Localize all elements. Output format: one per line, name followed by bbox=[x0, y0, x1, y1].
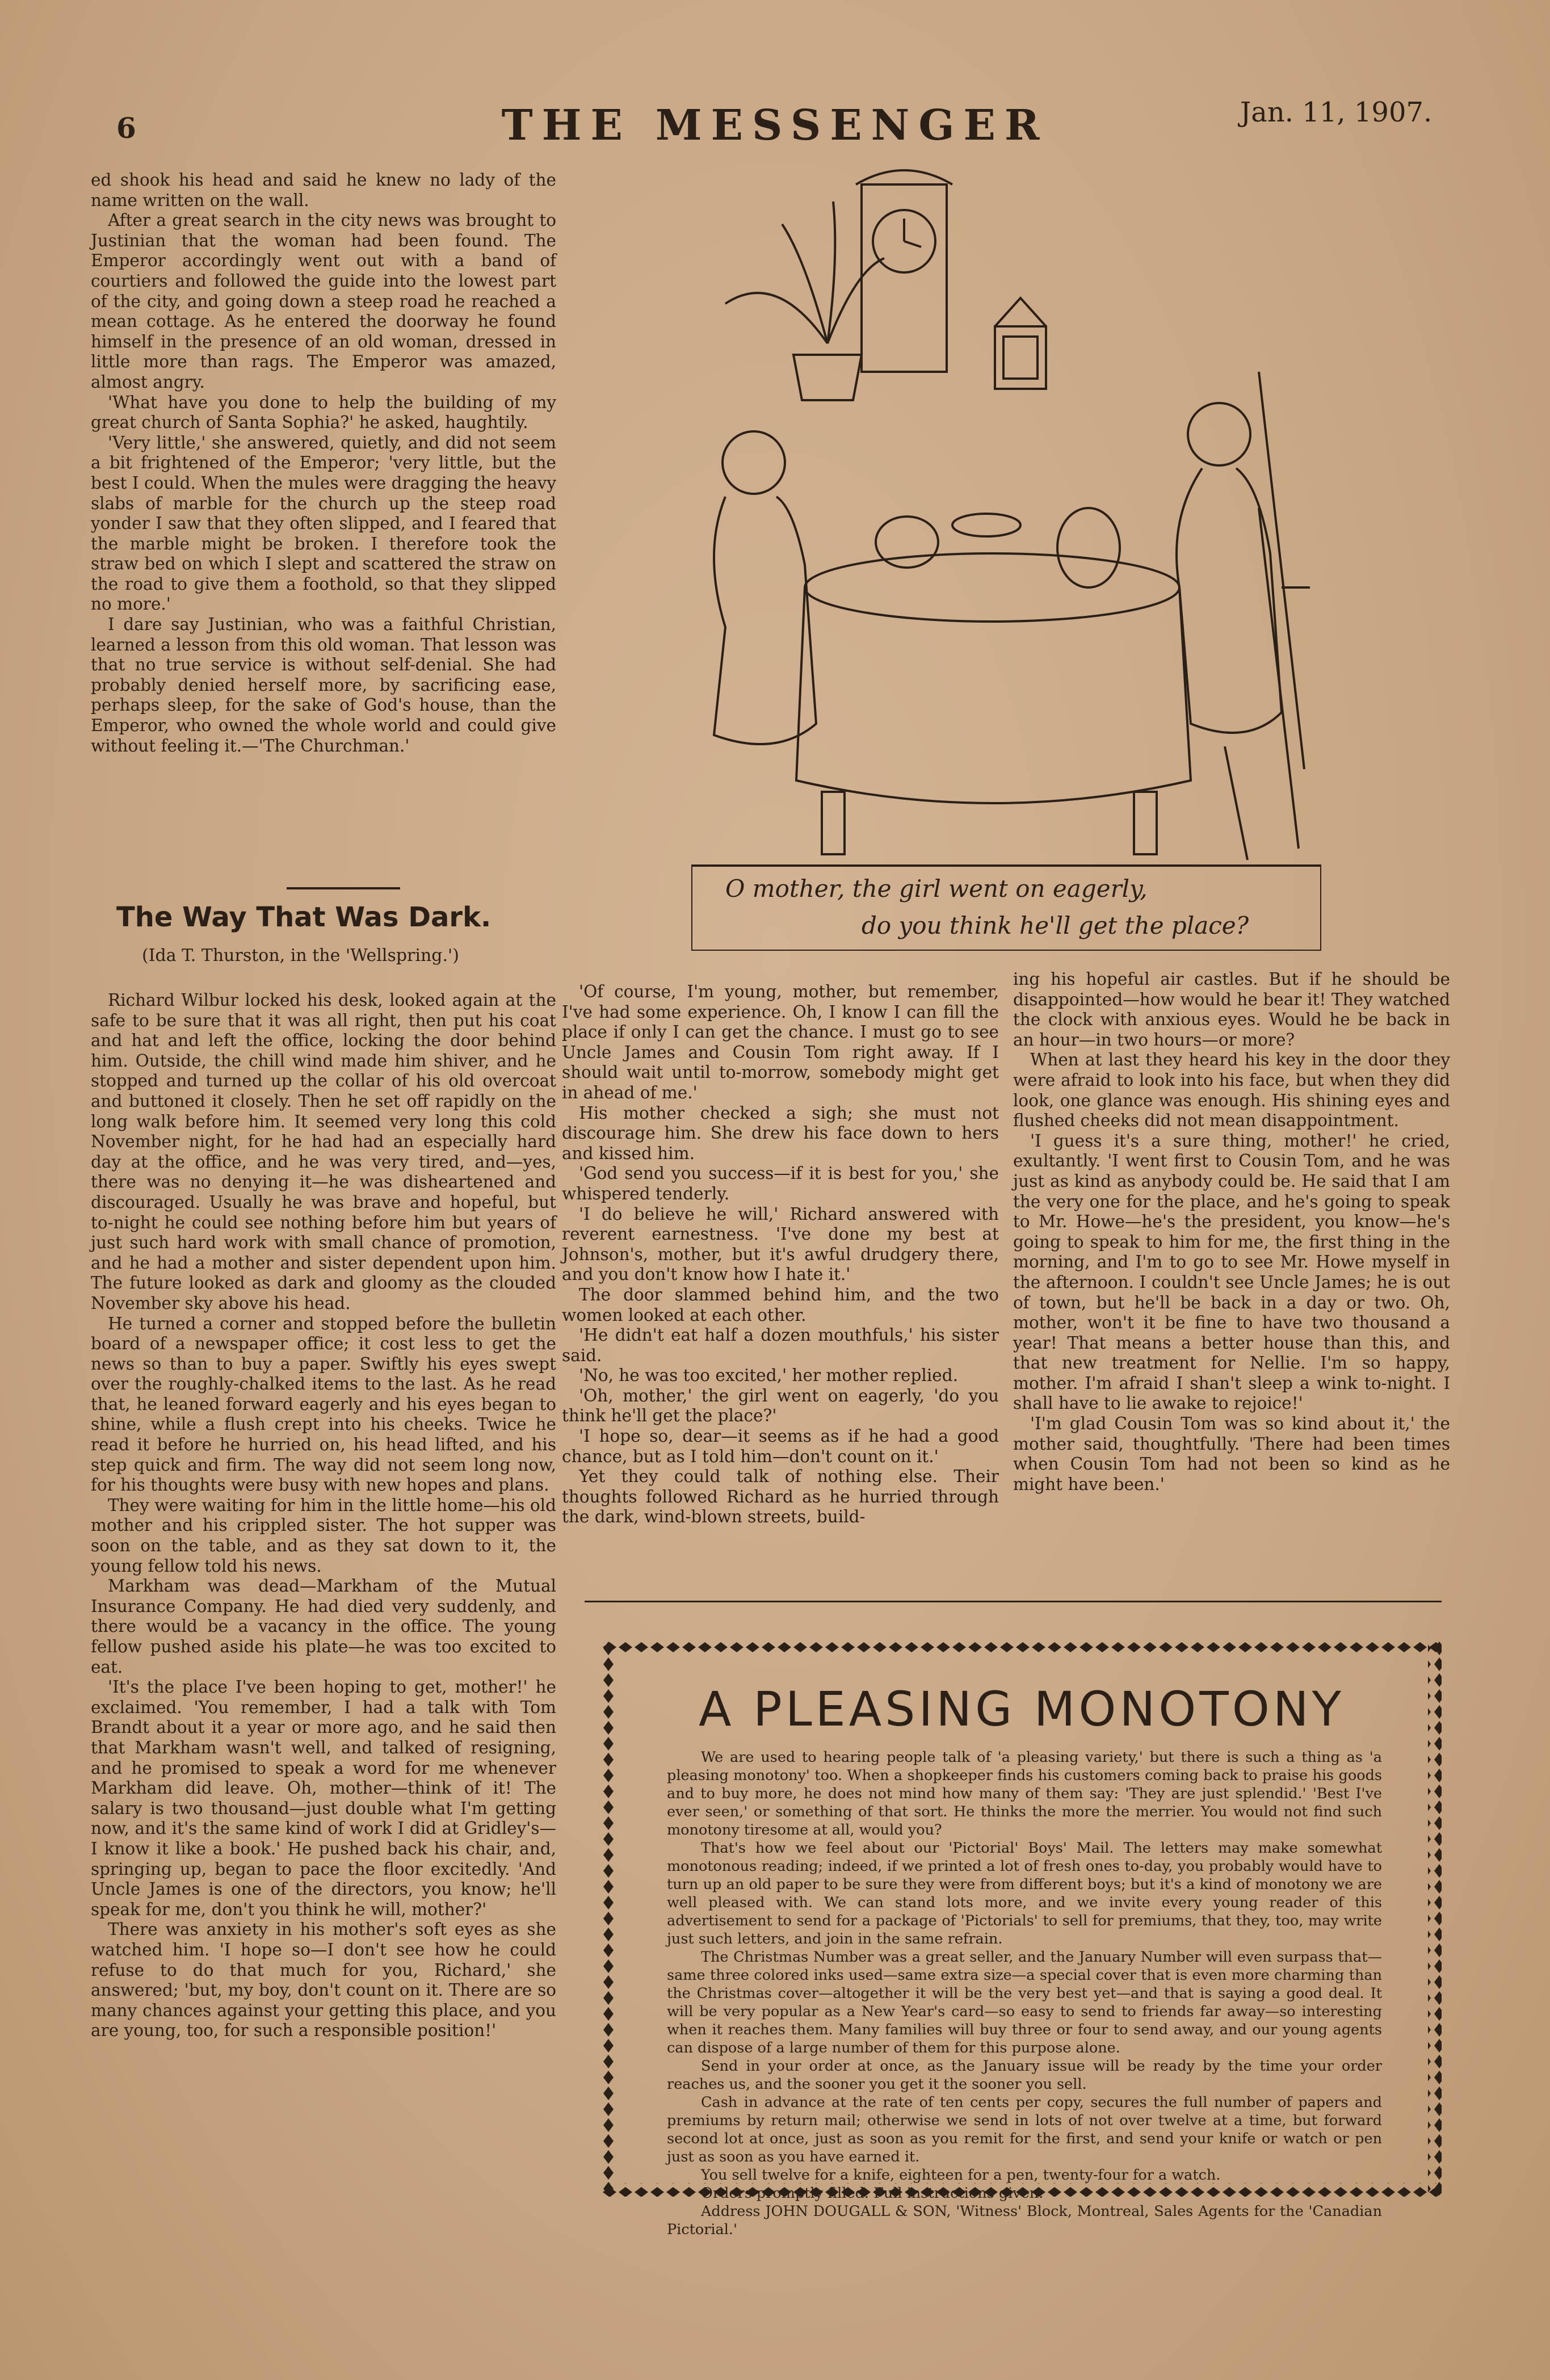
paragraph: He turned a corner and stopped before the bulletin board of a newspaper office; it cost less to get the news so than to buy a paper. Swiftly his eyes swept over the roughly-chalked items to the last. As he read that, he leaned forward eagerly and his eyes began to shine, while a flush crept into his cheeks. Twice he read it before he hurried on, his head lifted, and his step quick and firm. The way did not seem long now, for his thoughts were busy with new hopes and plans. bbox=[91, 1313, 556, 1495]
paragraph: We are used to hearing people talk of 'a pleasing variety,' but there is such a thing as 'a pleasing monotony' too. When a shopkeeper finds his customers coming back to praise his goods and to buy more, he does not mind how many of them say: 'They are just splendid.' 'Best I've ever seen,' or something of that sort. He thinks the more the merrier. You would not find such monotony tiresome at all, would you? bbox=[667, 1749, 1382, 1838]
advertisement-title: A PLEASING MONOTONY bbox=[699, 1681, 1345, 1737]
teapot bbox=[876, 517, 938, 568]
paragraph: 'I hope so, dear—it seems as if he had a good chance, but as I told him—don't count on it.' bbox=[562, 1426, 999, 1466]
advertisement-body bbox=[667, 1748, 1382, 2239]
paragraph: 'I do believe he will,' Richard answered with reverent earnestness. 'I've done my best at Johnson's, mother, but it's awful drudgery there, and you don't know how I hate it.' bbox=[562, 1204, 999, 1285]
paragraph: Cash in advance at the rate of ten cents per copy, secures the full number of papers and premiums by return mail; otherwise we send in lots of not over twelve at a time, but forward second lot at once, just as soon as you remit for the first, and send your knife or watch or pen just as soon as you have earned it. bbox=[667, 2094, 1382, 2165]
illustration-caption-line-1: O mother, the girl went on eagerly, bbox=[725, 875, 1148, 903]
sister-head bbox=[1188, 403, 1250, 465]
paragraph: 'Of course, I'm young, mother, but remember, I've had some experience. Oh, I know I can fill the place if only I can get the chance. I must go to see Uncle James and Cousin Tom right away. If I should wait until to-morrow, somebody might get in ahead of me.' bbox=[562, 982, 999, 1102]
paragraph: 'He didn't eat half a dozen mouthfuls,' his sister said. bbox=[562, 1325, 999, 1365]
paragraph: Orders promptly filled. Full instructions given. bbox=[701, 2185, 1044, 2202]
page-number: 6 bbox=[116, 111, 136, 145]
mother-head bbox=[723, 431, 785, 494]
paragraph: Yet they could talk of nothing else. Their thoughts followed Richard as he hurried through the dark, wind-blown streets, build- bbox=[562, 1467, 999, 1527]
paragraph: They were waiting for him in the little home—his old mother and his crippled sister. The hot supper was soon on the table, and as they sat down to it, the young fellow told his news. bbox=[91, 1495, 556, 1576]
story-byline: (Ida T. Thurston, in the 'Wellspring.') bbox=[142, 946, 459, 966]
story-illustration bbox=[691, 156, 1321, 951]
paragraph: There was anxiety in his mother's soft eyes as she watched him. 'I hope so—I don't see how he could refuse to do that much for you, Richard,' she answered; 'but, my boy, don't count on it. There are so many chances against your getting this place, and you are young, too, for such a responsible position!' bbox=[91, 1920, 556, 2041]
paragraph: Address JOHN DOUGALL & SON, 'Witness' Block, Montreal, Sales Agents for the 'Canadian Pictorial.' bbox=[667, 2203, 1382, 2238]
tablecloth bbox=[796, 587, 1191, 803]
paragraph: 'No, he was too excited,' her mother replied. bbox=[579, 1366, 958, 1386]
paragraph: 'What have you done to help the building of my great church of Santa Sophia?' he asked, haughtily. bbox=[91, 392, 556, 433]
section-divider bbox=[585, 1601, 1442, 1602]
paragraph: When at last they heard his key in the door they were afraid to look into his face, but when they did look, one glance was enough. His shining eyes and flushed cheeks did not mean disappointment. bbox=[1013, 1050, 1450, 1131]
paragraph: 'It's the place I've been hoping to get, mother!' he exclaimed. 'You remember, I had a talk with Tom Brandt about it a year or more ago, and he said then that Markham wasn't well, and talked of resigning, and he promised to speak a word for me whenever Markham did leave. Oh, mother—think of it! The salary is two thousand—just double what I'm getting now, and it's the same kind of work I did at Gridley's—I know it like a book.' He pushed back his chair, and, springing up, began to pace the floor excitedly. 'And Uncle James is one of the directors, you know; he'll speak for me, don't you think he will, mother?' bbox=[91, 1677, 556, 1919]
table-top bbox=[805, 553, 1179, 622]
paragraph: 'I guess it's a sure thing, mother!' he cried, exultantly. 'I went first to Cousin Tom, and he was just as kind as anybody could be. He said that I am the very one for the place, and he's going to speak to Mr. Howe—he's the president, you know—he's going to speak to him for me, the first thing in the morning, and I'm to go to see Mr. Howe myself in the afternoon. I couldn't see Uncle James; he is out of town, but he'll be back in a day or two. Oh, mother, won't it be fine to have two thousand a year! That means a better house than this, and that new treatment for Nellie. I'm so happy, mother. I'm afraid I shan't sleep a wink to-night. I shall have to lie awake to rejoice!' bbox=[1013, 1131, 1450, 1413]
column-1-top-text bbox=[91, 170, 556, 756]
paragraph: 'I'm glad Cousin Tom was so kind about it,' the mother said, thoughtfully. 'There had been times when Cousin Tom had not been so kind as he might have been.' bbox=[1013, 1414, 1450, 1494]
paragraph: After a great search in the city news was brought to Justinian that the woman had been found. The Emperor accordingly went out with a band of courtiers and followed the guide into the lowest part of the city, and going down a steep road he reached a mean cottage. As he entered the doorway he found himself in the presence of an old woman, dressed in little more than rags. The Emperor was amazed, almost angry. bbox=[91, 211, 556, 392]
illustration-caption-line-2: do you think he'll get the place? bbox=[862, 912, 1249, 939]
water-jug bbox=[1057, 508, 1120, 587]
paragraph: 'Oh, mother,' the girl went on eagerly, 'do you think he'll get the place?' bbox=[562, 1386, 999, 1426]
story-headline: The Way That Was Dark. bbox=[116, 901, 492, 933]
sister-figure bbox=[1177, 468, 1282, 733]
paragraph: The Christmas Number was a great seller, and the January Number will even surpass that—same three colored inks used—same extra size—a special cover that is even more charming than the Christmas cover—altogether it will be the very best yet—and that is saying a good deal. It will be very popular as a New Year's card—so easy to send to friends far away—so interesting when it reaches them. Many families will buy three or four to send away, and our young agents can dispose of a large number of them for this purpose alone. bbox=[667, 1949, 1382, 2056]
paragraph: Send in your order at once, as the January issue will be ready by the time your order reaches us, and the sooner you get it the sooner you sell. bbox=[667, 2058, 1382, 2093]
paragraph: His mother checked a sigh; she must not discourage him. She drew his face down to hers and kissed him. bbox=[562, 1103, 999, 1163]
advertisement-box bbox=[602, 1640, 1442, 2238]
paragraph: The door slammed behind him, and the two women looked at each other. bbox=[562, 1285, 999, 1325]
column-3-story-text bbox=[1013, 969, 1450, 1495]
paragraph: Richard Wilbur locked his desk, looked again at the safe to be sure that it was all right, then put his coat and hat and left the office, locking the door behind him. Outside, the chill wind made him shiver, and he stopped and turned up the collar of his old overcoat and buttoned it closely. Then he set off rapidly on the long walk before him. It seemed very long this cold November night, for he had had an especially hard day at the office, and he was very tired, and—yes, there was no denying it—he was disheartened and discouraged. Usually he was brave and hopeful, but to-night he could see nothing before him but years of just such hard work with small chance of promotion, and he had a mother and sister dependent upon him. The future looked as dark and gloomy as the clouded November sky above his head. bbox=[91, 990, 556, 1313]
paragraph: I dare say Justinian, who was a faithful Christian, learned a lesson from this old woman. That lesson was that no true service is without self-denial. She had probably denied herself more, by sacrificing ease, perhaps sleep, for the sake of God's house, than the Emperor, who owned the whole world and could give without feeling it.—'The Churchman.' bbox=[91, 615, 556, 755]
masthead-title: THE MESSENGER bbox=[501, 101, 1049, 150]
paragraph: ed shook his head and said he knew no lady of the name written on the wall. bbox=[91, 170, 556, 210]
chair bbox=[1225, 508, 1310, 860]
paragraph: ing his hopeful air castles. But if he should be disappointed—how would he bear it! They watched the clock with anxious eyes. Would he be back in an hour—in two hours—or more? bbox=[1013, 969, 1450, 1050]
issue-date: Jan. 11, 1907. bbox=[1240, 96, 1433, 128]
paragraph: 'God send you success—if it is best for you,' she whispered tenderly. bbox=[562, 1164, 999, 1203]
column-2-story-text bbox=[562, 982, 999, 1527]
paragraph: Markham was dead—Markham of the Mutual Insurance Company. He had died very suddenly, and there would be a vacancy in the office. The young fellow pushed aside his plate—he was too excited to eat. bbox=[91, 1576, 556, 1677]
mother-figure bbox=[714, 497, 816, 744]
paragraph: 'Very little,' she answered, quietly, and did not seem a bit frightened of the Emperor; 'very little, but the best I could. When the mules were dragging the heavy slabs of marble for the church up the steep road yonder I saw that they often slipped, and I feared that the marble might be broken. I therefore took the straw bed on which I slept and scattered the straw on the road to give them a foothold, so that they slipped no more.' bbox=[91, 433, 556, 614]
column-1-story-text bbox=[91, 990, 556, 2041]
paragraph: That's how we feel about our 'Pictorial' Boys' Mail. The letters may make somewhat monotonous reading; indeed, if we printed a lot of fresh ones to-day, you probably would have to turn up an old paper to be sure they were from different boys; but it's a kind of monotony we are well pleased with. We can stand lots more, and we invite every young reader of this advertisement to send for a package of 'Pictorials' to sell for premiums, that they, too, may write just such letters, and join in the same refrain. bbox=[667, 1840, 1382, 1947]
grandfather-clock bbox=[862, 184, 947, 372]
section-divider bbox=[287, 887, 400, 889]
paragraph: You sell twelve for a knife, eighteen for a pen, twenty-four for a watch. bbox=[701, 2167, 1221, 2184]
